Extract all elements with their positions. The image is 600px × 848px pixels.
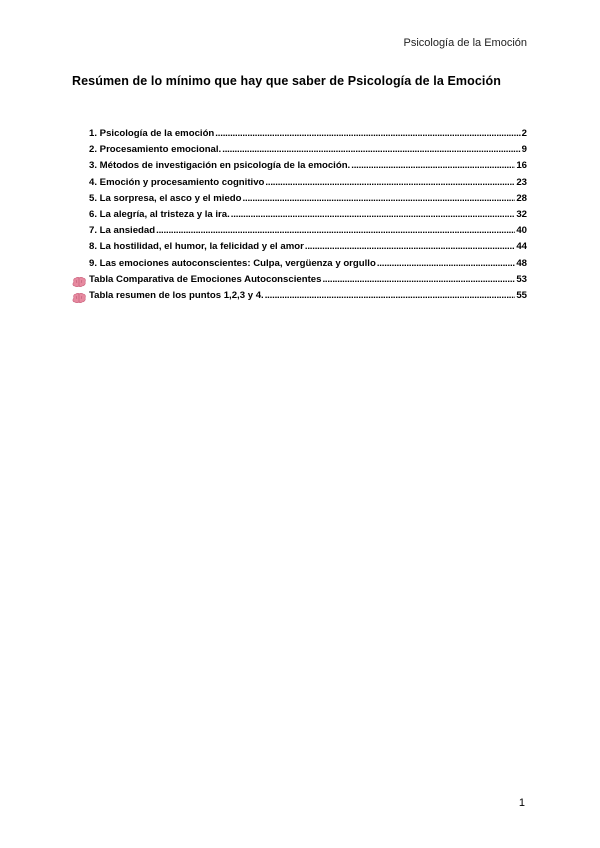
toc-entry-page[interactable]: 53 — [516, 273, 527, 285]
table-of-contents — [72, 128, 527, 306]
toc-entry-page[interactable]: 16 — [516, 160, 527, 172]
toc-leader-dots — [222, 144, 520, 155]
toc-entry[interactable] — [72, 160, 527, 176]
toc-leader-dots — [215, 128, 520, 139]
toc-entry[interactable] — [72, 225, 527, 241]
toc-entry[interactable] — [72, 193, 527, 209]
toc-entry[interactable] — [72, 274, 527, 290]
toc-leader-dots — [322, 274, 515, 285]
running-header: Psicología de la Emoción — [403, 37, 527, 49]
toc-entry-label[interactable]: 1. Psicología de la emoción — [89, 128, 215, 139]
toc-entry-label[interactable]: 5. La sorpresa, el asco y el miedo — [89, 192, 242, 204]
toc-entry-page[interactable]: 44 — [516, 241, 527, 253]
toc-entry-label[interactable]: 9. Las emociones autoconscientes: Culpa, vergüenza y orgullo — [89, 257, 376, 269]
toc-entry-label[interactable]: 7. La ansiedad — [89, 225, 156, 237]
document-title: Resúmen de lo mínimo que hay que saber de Psicología de la Emoción — [72, 74, 501, 88]
toc-entry[interactable] — [72, 290, 527, 306]
toc-entry-label[interactable]: Tabla Comparativa de Emociones Autoconscientes — [89, 273, 322, 285]
toc-entry[interactable] — [72, 177, 527, 193]
toc-leader-dots — [265, 177, 515, 188]
toc-leader-dots — [265, 290, 516, 301]
toc-entry[interactable] — [72, 128, 527, 144]
toc-entry-label[interactable]: Tabla resumen de los puntos 1,2,3 y 4. — [89, 289, 264, 301]
toc-leader-dots — [377, 258, 516, 269]
toc-leader-dots — [156, 225, 515, 236]
toc-leader-dots — [351, 160, 515, 171]
toc-entry-label[interactable]: 4. Emoción y procesamiento cognitivo — [89, 176, 265, 188]
toc-entry-page[interactable]: 9 — [521, 144, 527, 156]
toc-entry[interactable] — [72, 258, 527, 274]
toc-leader-dots — [243, 193, 516, 204]
page-number: 1 — [518, 797, 525, 809]
brain-icon — [72, 293, 86, 303]
toc-entry[interactable] — [72, 241, 527, 257]
toc-entry-page[interactable]: 32 — [516, 208, 527, 220]
toc-entry-page[interactable]: 48 — [516, 257, 527, 269]
toc-entry-label[interactable]: 6. La alegría, al tristeza y la ira. — [89, 208, 230, 220]
toc-entry-page[interactable]: 40 — [516, 225, 527, 237]
toc-entry-page[interactable]: 28 — [516, 192, 527, 204]
toc-entry-page[interactable]: 55 — [516, 289, 527, 301]
brain-icon — [72, 277, 86, 287]
toc-entry-label[interactable]: 2. Procesamiento emocional. — [89, 144, 222, 156]
toc-leader-dots — [231, 209, 516, 220]
toc-entry-page[interactable]: 23 — [516, 176, 527, 188]
toc-entry[interactable] — [72, 144, 527, 160]
toc-entry-label[interactable]: 8. La hostilidad, el humor, la felicidad y el amor — [89, 241, 304, 253]
toc-leader-dots — [305, 241, 515, 252]
toc-entry-page[interactable]: 2 — [521, 128, 527, 139]
toc-entry-label[interactable]: 3. Métodos de investigación en psicología de la emoción. — [89, 160, 351, 172]
toc-entry[interactable] — [72, 209, 527, 225]
